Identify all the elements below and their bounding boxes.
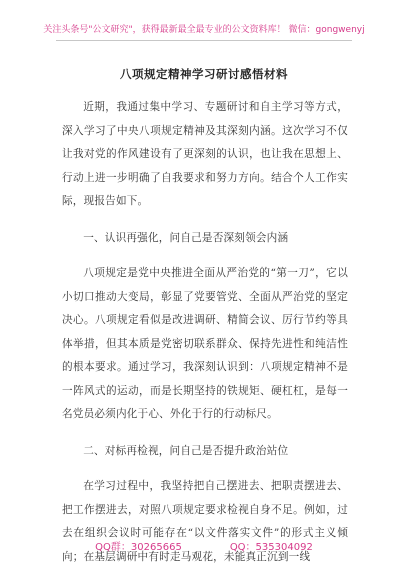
document-title: 八项规定精神学习研讨感悟材料 bbox=[120, 67, 288, 81]
document-body bbox=[62, 96, 348, 569]
section-heading-1: 一、认识再强化，问自己是否深刻领会内涵 bbox=[83, 231, 289, 244]
section-2-paragraph: 在学习过程中，我坚持把自己摆进去、把职责摆进去、把工作摆进去，对照八项规定要求检视自身不足。例如，过去在组织会议时可能存在“以文件落实文件”的形式主义倾向；在基层调研中有时走马观花，未能真正沉到一线 bbox=[62, 480, 348, 563]
section-1-paragraph: 八项规定是党中央推进全面从严治党的“第一刀”，它以小切口推动大变局，彰显了党要管党、全面从严治党的坚定决心。八项规定看似是改进调研、精简会议、厉行节约等具体举措，但其本质是党密切联系群众、保持先进性和纯洁性的根本要求。通过学习，我深刻认识到：八项规定精神不是一阵风式的运动，而是长期坚持的铁规矩、硬杠杠，是每一名党员必须内化于心、外化于行的行动标尺。 bbox=[62, 267, 348, 420]
footer bbox=[0, 538, 408, 553]
footer-qq-group: QQ群：30265665 bbox=[95, 542, 182, 553]
header-divider bbox=[56, 40, 352, 41]
header-banner: 关注头条号"公文研究"，获得最新最全最专业的公文资料库！ 微信：gongwenyj bbox=[43, 25, 365, 35]
footer-qq-contact: QQ：535304092 bbox=[229, 542, 313, 553]
section-heading-2: 二、对标再检视，问自己是否提升政治站位 bbox=[83, 444, 289, 457]
intro-paragraph: 近期，我通过集中学习、专题研讨和自主学习等方式，深入学习了中央八项规定精神及其深刻内涵。这次学习不仅让我对党的作风建设有了更深刻的认识，也让我在思想上、行动上进一步明确了自我要求和努力方向。结合个人工作实际，现报告如下。 bbox=[62, 101, 348, 207]
